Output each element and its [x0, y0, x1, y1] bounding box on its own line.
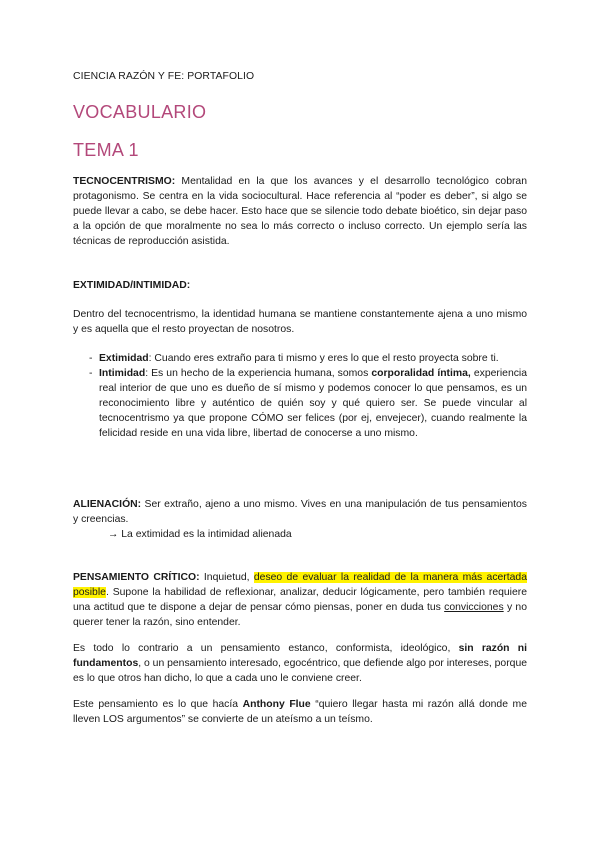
extimidad-intro-paragraph [73, 307, 527, 337]
pensamiento-term: PENSAMIENTO CRÍTICO: [73, 572, 200, 583]
list-item [73, 366, 527, 441]
pensamiento-body-b: . Supone la habilidad de reflexionar, analizar, deducir lógicamente, pero también requiere una actitud que te dispone a dejar de pensar cómo piensas, poner en duda tus [73, 587, 527, 613]
intimidad-item-term: Intimidad [99, 368, 146, 379]
pensamiento-paragraph-2 [73, 641, 527, 686]
pensamiento-paragraph [73, 570, 527, 630]
section-title: TEMA 1 [73, 140, 139, 160]
alienacion-term: ALIENACIÓN: [73, 499, 142, 510]
tecnocentrismo-paragraph [73, 174, 527, 249]
page-title: VOCABULARIO [73, 102, 207, 122]
pensamiento-p3-a: Este pensamiento es lo que hacía [73, 699, 243, 710]
list-dash: - [89, 353, 93, 364]
intimidad-item-body-a: : Es un hecho de la experiencia humana, somos [145, 368, 372, 379]
pensamiento-body-a: Inquietud, [199, 572, 254, 583]
extimidad-item-body: : Cuando eres extraño para ti mismo y eres lo que el resto proyecta sobre ti. [148, 353, 499, 364]
tecnocentrismo-body: Mentalidad en la que los avances y el desarrollo tecnológico cobran protagonismo. Se centra en la vida sociocultural. Hace referencia al “poder es deber”, si algo se puede llevar a cabo, se debe hacer. Esto hace que se silencie todo debate bioético, sin dejar paso a la opción de que moralmente no sea lo más correcto o incluso correcto. Un ejemplo sería las técnicas de reproducción asistida. [73, 176, 527, 247]
extimidad-heading-block [73, 278, 527, 293]
pensamiento-p2-a: Es todo lo contrario a un pensamiento estanco, conformista, ideológico, [73, 643, 459, 654]
running-header: CIENCIA RAZÓN Y FE: PORTAFOLIO [73, 71, 255, 82]
extimidad-term: EXTIMIDAD/INTIMIDAD: [73, 280, 191, 291]
list-dash: - [89, 368, 93, 379]
pensamiento-p2-b: , o un pensamiento interesado, egocéntrico, que defiende algo por intereses, porque es lo que otros han dicho, lo que a cada uno le conviene creer. [73, 658, 527, 684]
pensamiento-p3-b: “quiero llegar hasta mi razón allá donde me lleven LOS argumentos” se convierte de un ateísmo a un teísmo. [73, 699, 527, 725]
extimidad-intro: Dentro del tecnocentrismo, la identidad humana se mantiene constantemente ajena a uno mismo y es aquella que el resto proyectan de nosotros. [73, 309, 527, 335]
extimidad-list [73, 351, 527, 441]
alienacion-body: Ser extraño, ajeno a uno mismo. Vives en una manipulación de tus pensamientos y creencias. [73, 499, 527, 525]
alienacion-paragraph [73, 497, 527, 542]
alienacion-arrow-line: → La extimidad es la intimidad alienada [108, 529, 292, 540]
pensamiento-paragraph-3 [73, 697, 527, 727]
extimidad-list-block [73, 351, 527, 441]
intimidad-item-bold: corporalidad íntima, [371, 368, 471, 379]
underlined-text: convicciones [444, 602, 504, 613]
extimidad-item-term: Extimidad [99, 353, 149, 364]
intimidad-item-body-b: experiencia real interior de que uno es dueño de sí mismo y podemos conocer lo que pensamos, es un reconocimiento libre y auténtico de quién soy y qué quiero ser. Se puede vincular al tecnocentrismo ya que propone CÓMO ser felices (por ej, envejecer), cuando realmente la felicidad reside en una vida libre, libertad de conocerse a uno mismo. [99, 368, 528, 439]
pensamiento-p2-bold: sin razón ni fundamentos [73, 643, 528, 669]
list-item [73, 351, 527, 366]
pensamiento-body-c: y no querer tener la razón, sino entender. [73, 602, 527, 628]
pensamiento-p3-bold: Anthony Flue [242, 699, 311, 710]
highlighted-text: deseo de evaluar la realidad de la manera más acertada posible [73, 572, 527, 598]
tecnocentrismo-term: TECNOCENTRISMO: [73, 176, 176, 187]
